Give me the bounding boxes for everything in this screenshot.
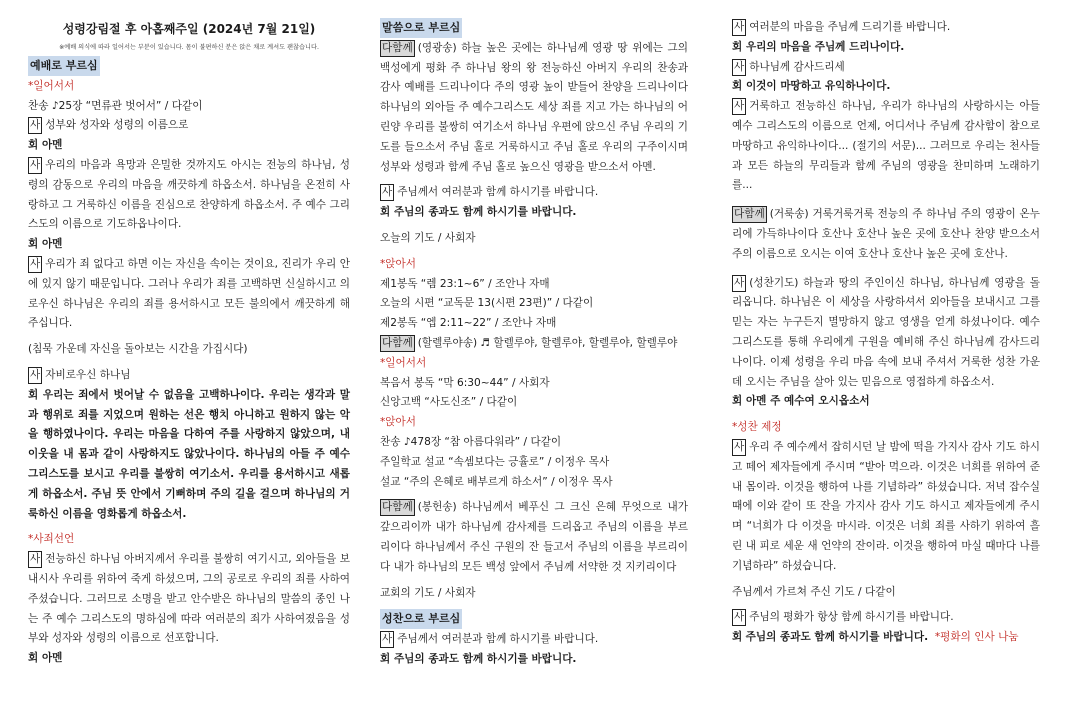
page-title: 성령강림절 후 아홉째주일 (2024년 7월 21일) [62, 22, 316, 36]
response-line: 회 아멘 [28, 238, 63, 251]
sanctus-paragraph: 다함께 (거룩송) 거룩거룩거룩 전능의 주 하나님 주의 영광이 온누리에 가득하나이다 호산나 호산나 높은 곳에 호산나 찬양 받으소서 주의 이름으로 오시는 이여 호산나 호산나 높은 곳에 호산나. [732, 208, 1040, 260]
leader-line: 사 주님께서 여러분과 함께 하시기를 바랍니다. [380, 183, 688, 203]
leader-paragraph: 사 우리의 마음과 욕망과 은밀한 것까지도 아시는 전능의 하나님, 성령의 감동으로 우리의 마음을 깨끗하게 하옵소서. 하나님을 온전히 사랑하고 그 거룩하신 이름을 진심으로 찬양하게 하옵소서. 주 예수 그리스도의 이름으로 기도하옵나이다. [28, 158, 350, 231]
response-mark: 회 [732, 80, 743, 93]
rubric-institution: *성찬 제정 [732, 421, 782, 434]
sermon-line: 주일학교 설교 “속셈보다는 긍휼로” / 이정우 목사 [380, 455, 610, 468]
response-mark: 회 [732, 631, 743, 644]
hymn-line: 찬송 ♪478장 “참 아름다워라” / 다같이 [380, 435, 562, 448]
leader-mark: 사 [28, 256, 42, 273]
leader-mark: 사 [380, 631, 394, 648]
response-line: 회 아멘 [28, 652, 63, 665]
all-mark: 다함께 [732, 206, 767, 223]
response-mark: 회 [28, 139, 39, 152]
leader-line: 사 여러분의 마음을 주님께 드리기를 바랍니다. [732, 18, 1040, 38]
all-mark: 다함께 [380, 335, 415, 352]
response-line: 회 이것이 마땅하고 유익하나이다. [732, 80, 891, 93]
lords-prayer-line: 주님께서 가르쳐 주신 기도 / 다같이 [732, 585, 896, 598]
gospel-line: 복음서 봉독 “막 6:30~44” / 사회자 [380, 376, 550, 389]
response-mark: 회 [380, 652, 391, 665]
response-mark: 회 [28, 238, 39, 251]
leader-mark: 사 [732, 275, 746, 292]
response-mark: 회 [732, 395, 743, 408]
alleluia-line: 다함께 (할렐루야송) ♬ 할렐루야, 할렐루야, 할렐루야, 할렐루야 [380, 334, 688, 354]
leader-mark: 사 [28, 367, 42, 384]
leader-mark: 사 [732, 439, 746, 456]
hymn-line: 찬송 ♪25장 “면류관 벗어서” / 다같이 [28, 99, 203, 112]
rubric-sit: *앉아서 [380, 416, 416, 429]
leader-mark: 사 [28, 117, 42, 134]
notice-text: ※예배 의식에 따라 일어서는 부분이 있습니다. 몸이 불편하신 분은 앉은 채로 계셔도 괜찮습니다. [59, 44, 319, 51]
response-line: 회 주님의 종과도 함께 하시기를 바랍니다. *평화의 인사 나눔 [732, 631, 1019, 644]
leader-line: 사 성부와 성자와 성령의 이름으로 [28, 116, 350, 136]
section-heading-communion: 성찬으로 부르심 [380, 609, 462, 629]
leader-mark: 사 [732, 609, 746, 626]
response-line: 회 주님의 종과도 함께 하시기를 바랍니다. [380, 206, 577, 219]
leader-line: 사 자비로우신 하나님 [28, 366, 350, 386]
rubric-absolution: *사죄선언 [28, 533, 75, 546]
response-line: 회 주님의 종과도 함께 하시기를 바랍니다. [380, 652, 577, 665]
response-mark: 회 [28, 388, 39, 401]
rubric-stand: *일어서서 [380, 356, 427, 369]
leader-mark: 사 [732, 59, 746, 76]
column-1 [28, 18, 350, 669]
congregation-paragraph: 다함께 (봉헌송) 하나님께서 베푸신 그 크신 은혜 무엇으로 내가 갚으리이까 내가 하나님께 감사제를 드리옵고 주님의 이름을 부르리이다 하나님께서 주신 구원의 잔 들고서 주님의 이름을 부르리이다 내가 하나님의 모든 백성 앞에서 주님께 서약한 것 지키리이다 [380, 501, 688, 573]
sermon-line: 설교 “주의 은혜로 배부르게 하소서” / 이정우 목사 [380, 475, 613, 488]
rubric-stand: *일어서서 [28, 79, 75, 92]
prayer-line: 오늘의 기도 / 사회자 [380, 231, 476, 244]
reading-line: 제2봉독 “엡 2:11~22” / 조안나 자매 [380, 317, 557, 330]
column-3 [732, 18, 1040, 648]
response-mark: 회 [380, 206, 391, 219]
reading-line: 제1봉독 “렘 23:1~6” / 조안나 자매 [380, 277, 550, 290]
leader-line: 사 주님의 평화가 항상 함께 하시기를 바랍니다. [732, 608, 1040, 628]
leader-mark: 사 [28, 157, 42, 174]
eucharistic-prayer: 사 (성찬기도) 하늘과 땅의 주인이신 하나님, 하나님께 영광을 돌리옵니다. 하나님은 이 세상을 사랑하셔서 외아들을 보내시고 그를 믿는 자는 누구든지 멸망하지 않고 영생을 얻게 하셨나이다. 예수 그리스도를 통해 우리에게 구원을 예비해 주신 하나님께 감사드리나이다. 이제 성령을 우리 마음 속에 보내 주셔서 거룩한 성찬 가운데 오시는 주님을 살아 있는 믿음으로 영접하게 하옵소서. [732, 276, 1040, 388]
leader-paragraph: 사 우리가 죄 없다고 하면 이는 자신을 속이는 것이요, 진리가 우리 안에 있지 않기 때문입니다. 그러나 우리가 죄를 고백하면 신실하시고 의로우신 하나님은 우리의 죄를 용서하시고 모든 불의에서 깨끗하게 해 주십니다. [28, 257, 350, 330]
all-mark: 다함께 [380, 40, 415, 57]
leader-paragraph: 사 전능하신 하나님 아버지께서 우리를 불쌍히 여기시고, 외아들을 보내시사 우리를 위하여 죽게 하셨으며, 그의 공로로 우리의 죄를 사하여 주셨습니다. 그러므로 소명을 받고 안수받은 하나님의 말씀의 종인 나는 주 예수 그리스도의 명하심에 따라 여러분의 죄가 사하여졌음을 성부와 성자와 성령의 이름으로 선포합니다. [28, 553, 350, 645]
leader-mark: 사 [732, 98, 746, 115]
leader-line: 사 하나님께 감사드리세 [732, 58, 1040, 78]
response-mark: 회 [28, 652, 39, 665]
leader-line: 사 주님께서 여러분과 함께 하시기를 바랍니다. [380, 630, 688, 650]
confession-response: 회 우리는 죄에서 벗어날 수 없음을 고백하나이다. 우리는 생각과 말과 행위로 죄를 지었으며 원하는 선은 행치 아니하고 원하지 않는 악을 행하였나이다. 우리는 마음을 다하여 주를 사랑하지 않았으며, 내 이웃을 내 몸과 같이 사랑하지도 않았나이다. 하나님의 아들 주 예수 그리스도를 보시고 우리를 불쌍히 여기소서. 우리를 용서하시고 새롭게 하옵소서. 주님 뜻 안에서 기뻐하며 주의 길을 걸으며 하나님의 거룩하신 이름을 영화롭게 하옵소서. [28, 388, 350, 520]
congregation-paragraph: 다함께 (영광송) 하늘 높은 곳에는 하나님께 영광 땅 위에는 그의 백성에게 평화 주 하나님 왕의 왕 전능하신 아버지 우리의 찬송과 감사 예배를 드리나이다 주의 영광 높이 받들어 찬양을 드리나이다 하나님의 외아들 주 예수그리스도 세상 죄를 지고 가는 하나님의 어린양 우리를 불쌍히 여기소서 하나님 우편에 앉으신 주님 우리의 기도를 들으소서 주님 홀로 거룩하시고 주님 홀로 우리의 구주이시며 성부와 성령과 함께 주님 홀로 높으신 영광을 받으소서 아멘. [380, 41, 688, 173]
rubric-sit: *앉아서 [380, 257, 416, 270]
section-heading-call-to-worship: 예배로 부르심 [28, 56, 100, 76]
psalm-line: 오늘의 시편 “교독문 13(시편 23편)” / 다같이 [380, 297, 594, 310]
church-prayer-line: 교회의 기도 / 사회자 [380, 586, 476, 599]
all-mark: 다함께 [380, 499, 415, 516]
response-line: 회 우리의 마음을 주님께 드리나이다. [732, 40, 905, 53]
section-heading-word: 말씀으로 부르심 [380, 18, 462, 38]
words-of-institution: 사 우리 주 예수께서 잡히시던 날 밤에 떡을 가지사 감사 기도 하시고 떼어 제자들에게 주시며 “받아 먹으라. 이것은 너희를 위하여 준 내 몸이라. 이것을 행하여 나를 기념하라” 하셨습니다. 저녁 잡수실 때에 이와 같이 또 잔을 가지사 감사 기도 하시고 제자들에게 주시며 “너희가 다 이것을 마시라. 이것은 너희 죄를 사하기 위하여 흘린 내 피로 세운 새 언약의 잔이라. 이것을 행하여 마실 때마다 나를 기념하라” 하셨습니다. [732, 440, 1040, 572]
preface-paragraph: 사 거룩하고 전능하신 하나님, 우리가 하나님의 사랑하시는 아들 예수 그리스도의 이름으로 언제, 어디서나 주님께 감사함이 참으로 마땅하고 유익하나이다... (절기의 서문)... 그러므로 우리는 천사들과 모든 하늘의 무리들과 함께 주님의 영광을 찬미하며 노래하기를... [732, 100, 1040, 192]
column-2 [380, 18, 688, 670]
leader-mark: 사 [380, 184, 394, 201]
silence-instruction: (침묵 가운데 자신을 돌아보는 시간을 가집시다) [28, 343, 248, 356]
creed-line: 신앙고백 “사도신조” / 다같이 [380, 396, 518, 409]
response-line: 회 아멘 주 예수여 오시옵소서 [732, 395, 870, 408]
leader-mark: 사 [28, 551, 42, 568]
response-mark: 회 [732, 40, 743, 53]
response-line: 회 아멘 [28, 139, 63, 152]
peace-rubric: *평화의 인사 나눔 [934, 631, 1019, 644]
leader-mark: 사 [732, 19, 746, 36]
